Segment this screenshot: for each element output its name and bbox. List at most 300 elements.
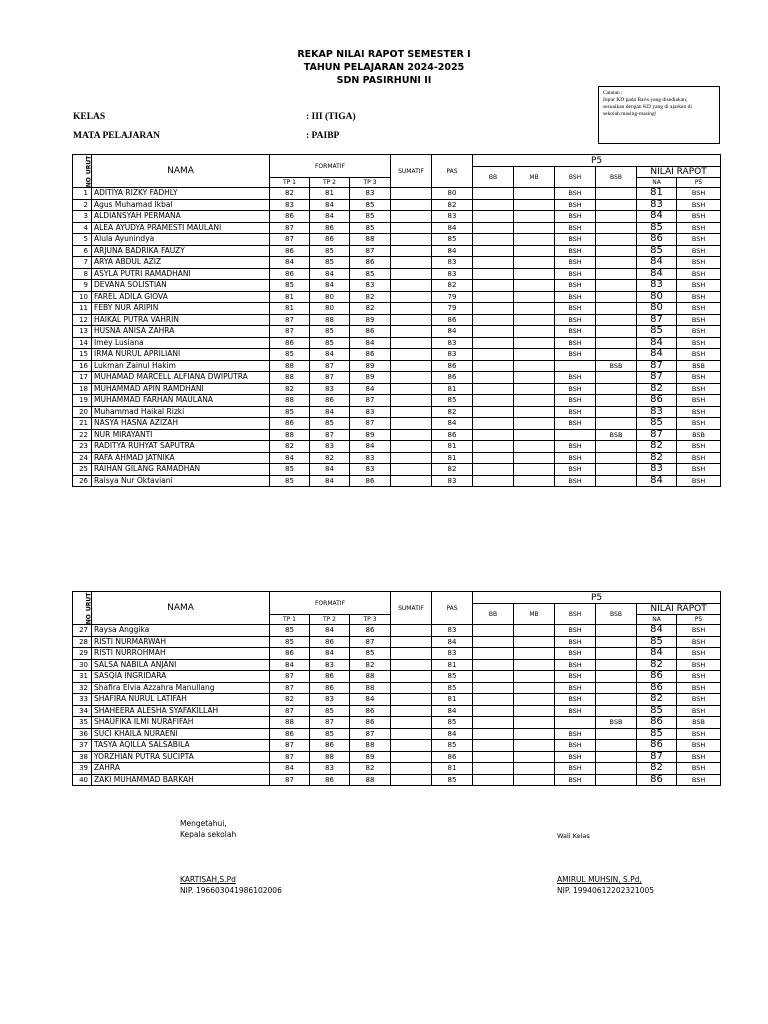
cell-sumatif: [391, 625, 432, 637]
cell-bsb: [596, 349, 637, 361]
cell-sumatif: [391, 475, 432, 487]
cell-sumatif: [391, 383, 432, 395]
tp3-header: TP 3: [350, 615, 391, 625]
note-line: sesuaikan dengan KD yang di ajarkan di: [603, 104, 692, 110]
cell-tp3: 85: [350, 648, 391, 660]
cell-mb: [514, 383, 555, 395]
cell-nama: IRMA NURUL APRILIANI: [92, 349, 270, 361]
table-row: [73, 625, 721, 637]
cell-bsb: [596, 636, 637, 648]
cell-pas: 84: [432, 705, 473, 717]
nilai-rapot-header: NILAI RAPOT: [637, 604, 721, 615]
table-row: [73, 418, 721, 430]
cell-mb: [514, 475, 555, 487]
cell-tp1: 83: [270, 199, 310, 211]
mapel-value: : PAIBP: [306, 131, 340, 141]
cell-nama: Imey Lusiana: [92, 337, 270, 349]
cell-mb: [514, 314, 555, 326]
kepala-sekolah-label: Kepala sekolah: [180, 830, 237, 839]
cell-nama: TASYA AQILLA SALSABILA: [92, 740, 270, 752]
cell-tp1: 84: [270, 659, 310, 671]
note-box: [598, 86, 720, 144]
cell-tp2: 80: [310, 303, 350, 315]
cell-nama: YORZHIAN PUTRA SUCIPTA: [92, 751, 270, 763]
cell-no: 24: [73, 452, 92, 464]
cell-bb: [473, 372, 514, 384]
cell-sumatif: [391, 452, 432, 464]
cell-tp1: 87: [270, 314, 310, 326]
cell-bb: [473, 774, 514, 786]
cell-sumatif: [391, 671, 432, 683]
cell-bsb: [596, 337, 637, 349]
cell-tp1: 86: [270, 245, 310, 257]
cell-bsh: BSH: [555, 728, 596, 740]
cell-tp3: 85: [350, 222, 391, 234]
p5-header: P5: [473, 592, 721, 604]
cell-sumatif: [391, 372, 432, 384]
cell-bsb: [596, 314, 637, 326]
cell-na: 86: [637, 671, 677, 683]
cell-bb: [473, 303, 514, 315]
cell-no: 16: [73, 360, 92, 372]
table-body-2: [73, 625, 721, 786]
document-title-2: TAHUN PELAJARAN 2024-2025: [303, 62, 465, 73]
cell-tp2: 85: [310, 728, 350, 740]
cell-mb: [514, 211, 555, 223]
cell-tp1: 84: [270, 452, 310, 464]
kepala-sekolah-name: KARTISAH,S.Pd: [180, 875, 236, 884]
cell-no: 32: [73, 682, 92, 694]
cell-bb: [473, 429, 514, 441]
cell-tp3: 82: [350, 303, 391, 315]
cell-tp3: 85: [350, 199, 391, 211]
cell-bb: [473, 475, 514, 487]
no-urut-header: NO_URUT: [73, 592, 92, 625]
sumatif-header: SUMATIF: [391, 592, 432, 625]
cell-tp3: 84: [350, 337, 391, 349]
cell-tp1: 82: [270, 188, 310, 200]
cell-tp3: 89: [350, 429, 391, 441]
cell-tp1: 86: [270, 648, 310, 660]
cell-pas: 84: [432, 222, 473, 234]
cell-na: 84: [637, 349, 677, 361]
cell-bsh: BSH: [555, 199, 596, 211]
cell-na: 82: [637, 763, 677, 775]
cell-no: 5: [73, 234, 92, 246]
cell-tp2: 83: [310, 383, 350, 395]
cell-bsh: BSH: [555, 291, 596, 303]
cell-tp1: 84: [270, 763, 310, 775]
cell-sumatif: [391, 257, 432, 269]
na-header: NA: [637, 615, 677, 625]
cell-no: 29: [73, 648, 92, 660]
cell-bsh: BSH: [555, 763, 596, 775]
cell-tp1: 88: [270, 372, 310, 384]
p5-col-header: P5: [677, 178, 721, 188]
cell-na: 82: [637, 452, 677, 464]
cell-bsh: [555, 360, 596, 372]
cell-tp2: 83: [310, 694, 350, 706]
cell-tp2: 84: [310, 199, 350, 211]
cell-sumatif: [391, 705, 432, 717]
cell-mb: [514, 648, 555, 660]
cell-no: 27: [73, 625, 92, 637]
cell-pas: 85: [432, 774, 473, 786]
cell-mb: [514, 349, 555, 361]
cell-bsh: BSH: [555, 280, 596, 292]
cell-tp2: 85: [310, 257, 350, 269]
cell-sumatif: [391, 360, 432, 372]
kelas-label: KELAS: [73, 112, 106, 122]
cell-bsb: [596, 682, 637, 694]
cell-sumatif: [391, 740, 432, 752]
cell-p5: BSH: [677, 349, 721, 361]
cell-bsb: [596, 395, 637, 407]
cell-no: 23: [73, 441, 92, 453]
cell-tp3: 82: [350, 291, 391, 303]
cell-nama: Agus Muhamad Ikbal: [92, 199, 270, 211]
cell-tp1: 85: [270, 349, 310, 361]
cell-pas: 84: [432, 636, 473, 648]
cell-bsb: [596, 406, 637, 418]
cell-tp3: 88: [350, 682, 391, 694]
cell-mb: [514, 717, 555, 729]
cell-mb: [514, 452, 555, 464]
cell-mb: [514, 372, 555, 384]
cell-tp3: 86: [350, 625, 391, 637]
cell-mb: [514, 625, 555, 637]
cell-bsh: BSH: [555, 694, 596, 706]
cell-nama: ALDIANSYAH PERMANA: [92, 211, 270, 223]
cell-na: 85: [637, 418, 677, 430]
cell-pas: 79: [432, 303, 473, 315]
cell-tp2: 88: [310, 314, 350, 326]
cell-tp2: 86: [310, 774, 350, 786]
cell-no: 22: [73, 429, 92, 441]
cell-p5: BSH: [677, 694, 721, 706]
cell-bsh: BSH: [555, 452, 596, 464]
cell-bsh: BSH: [555, 475, 596, 487]
cell-bsb: [596, 659, 637, 671]
cell-na: 82: [637, 694, 677, 706]
cell-sumatif: [391, 245, 432, 257]
cell-mb: [514, 682, 555, 694]
cell-sumatif: [391, 717, 432, 729]
table-row: [73, 383, 721, 395]
cell-bsb: [596, 625, 637, 637]
cell-bsh: BSH: [555, 314, 596, 326]
p5-col-header: P5: [677, 615, 721, 625]
cell-bb: [473, 395, 514, 407]
cell-bsb: [596, 280, 637, 292]
table-row: [73, 360, 721, 372]
cell-mb: [514, 774, 555, 786]
cell-mb: [514, 751, 555, 763]
table-row: [73, 763, 721, 775]
cell-na: 83: [637, 464, 677, 476]
table-row: [73, 659, 721, 671]
cell-tp2: 88: [310, 751, 350, 763]
cell-tp2: 85: [310, 337, 350, 349]
cell-nama: ARYA ABDUL AZIZ: [92, 257, 270, 269]
cell-bb: [473, 464, 514, 476]
cell-tp1: 87: [270, 326, 310, 338]
cell-no: 19: [73, 395, 92, 407]
cell-bsb: [596, 291, 637, 303]
cell-tp2: 87: [310, 372, 350, 384]
cell-pas: 83: [432, 349, 473, 361]
cell-no: 14: [73, 337, 92, 349]
table-row: [73, 728, 721, 740]
cell-tp3: 89: [350, 751, 391, 763]
cell-pas: 83: [432, 257, 473, 269]
cell-tp3: 84: [350, 383, 391, 395]
cell-na: 83: [637, 280, 677, 292]
wali-kelas-label: Wali Kelas: [557, 832, 590, 840]
cell-bsh: BSH: [555, 303, 596, 315]
cell-p5: BSH: [677, 648, 721, 660]
cell-na: 85: [637, 222, 677, 234]
cell-nama: SASQIA INGRIDARA: [92, 671, 270, 683]
cell-bsb: [596, 774, 637, 786]
cell-no: 40: [73, 774, 92, 786]
bsb-header: BSB: [596, 167, 637, 188]
cell-no: 21: [73, 418, 92, 430]
cell-tp3: 82: [350, 763, 391, 775]
cell-na: 86: [637, 740, 677, 752]
cell-tp1: 86: [270, 211, 310, 223]
cell-pas: 83: [432, 337, 473, 349]
cell-p5: BSH: [677, 211, 721, 223]
cell-na: 82: [637, 383, 677, 395]
cell-nama: SALSA NABILA ANJANI: [92, 659, 270, 671]
cell-mb: [514, 429, 555, 441]
cell-bsh: BSH: [555, 268, 596, 280]
table-row: [73, 464, 721, 476]
cell-bsh: BSH: [555, 751, 596, 763]
cell-p5: BSH: [677, 441, 721, 453]
cell-tp2: 87: [310, 717, 350, 729]
cell-p5: BSH: [677, 234, 721, 246]
grade-table-2: [72, 591, 721, 786]
cell-pas: 86: [432, 751, 473, 763]
cell-p5: BSH: [677, 372, 721, 384]
cell-bb: [473, 222, 514, 234]
cell-na: 80: [637, 303, 677, 315]
cell-na: 83: [637, 406, 677, 418]
cell-nama: FEBY NUR ARIPIN: [92, 303, 270, 315]
cell-pas: 85: [432, 740, 473, 752]
cell-nama: Lukman Zainul Hakim: [92, 360, 270, 372]
table-header: [73, 155, 721, 188]
cell-nama: FAREL ADILA GIOVA: [92, 291, 270, 303]
cell-pas: 86: [432, 314, 473, 326]
cell-tp1: 86: [270, 337, 310, 349]
cell-tp1: 88: [270, 360, 310, 372]
cell-tp2: 83: [310, 441, 350, 453]
cell-bsb: [596, 188, 637, 200]
cell-nama: Alula Ayunindya: [92, 234, 270, 246]
cell-sumatif: [391, 636, 432, 648]
cell-bsh: BSH: [555, 659, 596, 671]
cell-p5: BSH: [677, 199, 721, 211]
cell-na: 84: [637, 648, 677, 660]
cell-bb: [473, 728, 514, 740]
tp3-header: TP 3: [350, 178, 391, 188]
cell-tp2: 80: [310, 291, 350, 303]
cell-tp3: 86: [350, 326, 391, 338]
cell-bb: [473, 291, 514, 303]
cell-tp1: 87: [270, 682, 310, 694]
cell-sumatif: [391, 234, 432, 246]
cell-p5: BSH: [677, 291, 721, 303]
cell-mb: [514, 257, 555, 269]
cell-bb: [473, 188, 514, 200]
cell-mb: [514, 326, 555, 338]
cell-mb: [514, 303, 555, 315]
cell-sumatif: [391, 303, 432, 315]
cell-no: 8: [73, 268, 92, 280]
formatif-header: FORMATIF: [270, 155, 391, 178]
cell-nama: HAIKAL PUTRA VAHRIN: [92, 314, 270, 326]
cell-no: 30: [73, 659, 92, 671]
table-row: [73, 303, 721, 315]
na-header: NA: [637, 178, 677, 188]
cell-p5: BSH: [677, 406, 721, 418]
cell-p5: BSH: [677, 268, 721, 280]
cell-tp1: 87: [270, 705, 310, 717]
cell-p5: BSH: [677, 705, 721, 717]
cell-bb: [473, 648, 514, 660]
cell-pas: 83: [432, 625, 473, 637]
cell-na: 87: [637, 360, 677, 372]
cell-no: 3: [73, 211, 92, 223]
cell-mb: [514, 705, 555, 717]
cell-mb: [514, 234, 555, 246]
table-row: [73, 326, 721, 338]
note-line: sekolah masing-masing!: [603, 111, 657, 117]
cell-p5: BSH: [677, 625, 721, 637]
tp2-header: TP 2: [310, 615, 350, 625]
cell-bsh: BSH: [555, 337, 596, 349]
cell-tp3: 86: [350, 717, 391, 729]
cell-na: 87: [637, 751, 677, 763]
cell-pas: 82: [432, 280, 473, 292]
cell-sumatif: [391, 751, 432, 763]
cell-tp3: 83: [350, 406, 391, 418]
cell-tp3: 86: [350, 349, 391, 361]
cell-na: 83: [637, 199, 677, 211]
cell-bsb: [596, 257, 637, 269]
cell-bsb: [596, 763, 637, 775]
cell-bsb: [596, 705, 637, 717]
cell-sumatif: [391, 441, 432, 453]
cell-na: 84: [637, 475, 677, 487]
mengetahui-text: Mengetahui,: [180, 819, 227, 828]
cell-pas: 83: [432, 268, 473, 280]
cell-tp3: 88: [350, 774, 391, 786]
cell-pas: 82: [432, 406, 473, 418]
cell-tp2: 85: [310, 418, 350, 430]
cell-no: 2: [73, 199, 92, 211]
cell-bsh: BSH: [555, 705, 596, 717]
cell-tp1: 86: [270, 418, 310, 430]
table-row: [73, 694, 721, 706]
cell-tp3: 85: [350, 268, 391, 280]
cell-no: 11: [73, 303, 92, 315]
cell-pas: 79: [432, 291, 473, 303]
cell-nama: NUR MIRAYANTI: [92, 429, 270, 441]
cell-mb: [514, 280, 555, 292]
cell-sumatif: [391, 222, 432, 234]
cell-tp1: 85: [270, 636, 310, 648]
cell-pas: 84: [432, 326, 473, 338]
table-row: [73, 682, 721, 694]
wali-kelas-name: AMIRUL MUHSIN, S.Pd,: [557, 875, 642, 884]
cell-tp1: 86: [270, 268, 310, 280]
cell-no: 37: [73, 740, 92, 752]
cell-bb: [473, 751, 514, 763]
cell-p5: BSH: [677, 763, 721, 775]
cell-p5: BSH: [677, 452, 721, 464]
cell-bsh: BSH: [555, 636, 596, 648]
cell-tp2: 84: [310, 406, 350, 418]
cell-bsh: BSH: [555, 188, 596, 200]
cell-pas: 85: [432, 395, 473, 407]
cell-p5: BSH: [677, 280, 721, 292]
cell-bb: [473, 360, 514, 372]
cell-p5: BSB: [677, 429, 721, 441]
table-row: [73, 268, 721, 280]
cell-mb: [514, 245, 555, 257]
cell-tp2: 83: [310, 659, 350, 671]
cell-bb: [473, 199, 514, 211]
cell-nama: Raysa Anggika: [92, 625, 270, 637]
cell-bb: [473, 659, 514, 671]
cell-pas: 84: [432, 418, 473, 430]
cell-tp1: 88: [270, 395, 310, 407]
cell-bb: [473, 245, 514, 257]
table-row: [73, 636, 721, 648]
cell-pas: 81: [432, 383, 473, 395]
sumatif-header: SUMATIF: [391, 155, 432, 188]
cell-p5: BSH: [677, 728, 721, 740]
table-row: [73, 372, 721, 384]
cell-bsb: [596, 751, 637, 763]
cell-no: 38: [73, 751, 92, 763]
cell-sumatif: [391, 694, 432, 706]
cell-pas: 80: [432, 188, 473, 200]
cell-tp1: 88: [270, 429, 310, 441]
cell-p5: BSH: [677, 464, 721, 476]
cell-tp3: 86: [350, 257, 391, 269]
cell-bsb: [596, 452, 637, 464]
cell-bsb: [596, 303, 637, 315]
cell-tp1: 86: [270, 728, 310, 740]
cell-tp1: 85: [270, 280, 310, 292]
cell-p5: BSH: [677, 303, 721, 315]
cell-tp2: 85: [310, 326, 350, 338]
cell-bsh: BSH: [555, 372, 596, 384]
cell-no: 39: [73, 763, 92, 775]
cell-tp2: 82: [310, 452, 350, 464]
cell-tp2: 86: [310, 636, 350, 648]
cell-tp3: 87: [350, 728, 391, 740]
cell-tp2: 84: [310, 625, 350, 637]
cell-mb: [514, 360, 555, 372]
cell-bsb: [596, 372, 637, 384]
cell-bb: [473, 268, 514, 280]
